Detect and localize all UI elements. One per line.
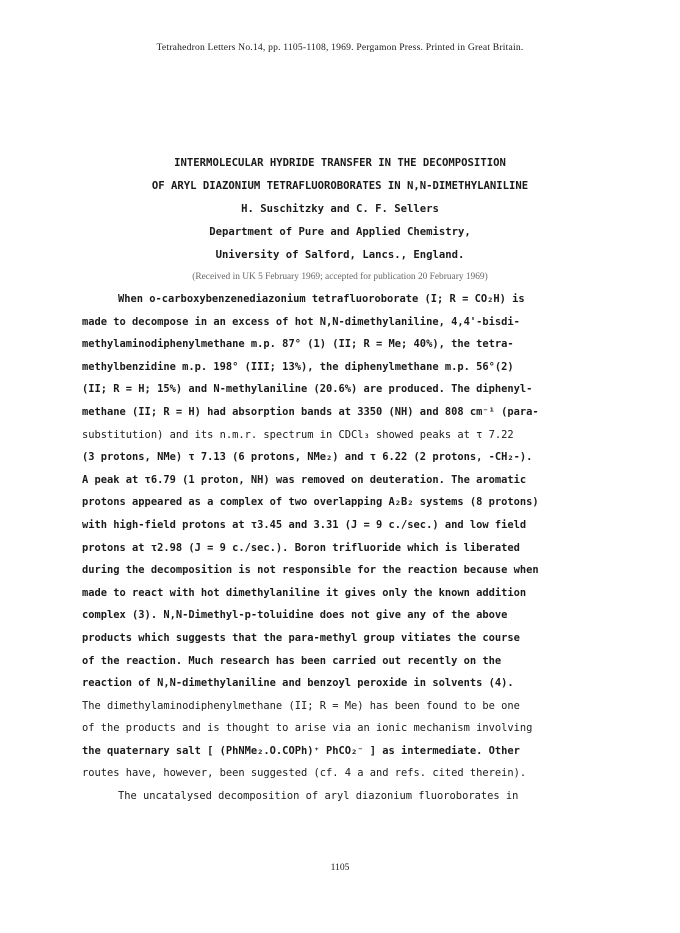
affiliation-department: Department of Pure and Applied Chemistry, (209, 226, 471, 238)
body-line: protons appeared as a complex of two overlapping A₂B₂ systems (8 protons) (82, 496, 539, 509)
article-title-line-2: OF ARYL DIAZONIUM TETRAFLUOROBORATES IN N,N-DIMETHYLANILINE (151, 180, 529, 192)
body-line: made to react with hot dimethylaniline it gives only the known addition (82, 586, 527, 599)
body-line: with high-field protons at τ3.45 and 3.31 (J = 9 c./sec.) and low field (82, 518, 527, 531)
body-line: of the reaction. Much research has been carried out recently on the (82, 654, 502, 667)
affiliation-university: University of Salford, Lancs., England. (215, 249, 465, 261)
body-line: products which suggests that the para-methyl group vitiates the course (82, 631, 520, 644)
body-line: routes have, however, been suggested (cf. 4 a and refs. cited therein). (82, 767, 527, 780)
body-line: The uncatalysed decomposition of aryl diazonium fluoroborates in (118, 790, 519, 803)
body-line: made to decompose in an excess of hot N,N-dimethylaniline, 4,4'-bisdi- (82, 315, 520, 328)
body-line: reaction of N,N-dimethylaniline and benzoyl peroxide in solvents (4). (82, 677, 514, 690)
article-title-line-1: INTERMOLECULAR HYDRIDE TRANSFER IN THE DECOMPOSITION (174, 157, 506, 169)
received-dates: (Received in UK 5 February 1969; accepted for publication 20 February 1969) (192, 272, 488, 282)
body-line: of the products and is thought to arise via an ionic mechanism involving (82, 722, 533, 735)
body-line: The dimethylaminodiphenylmethane (II; R = Me) has been found to be one (82, 699, 520, 712)
article-body (82, 288, 602, 808)
body-line: substitution) and its n.m.r. spectrum in CDCl₃ showed peaks at τ 7.22 (82, 428, 514, 441)
body-line: protons at τ2.98 (J = 9 c./sec.). Boron trifluoride which is liberated (82, 541, 520, 554)
body-line: When o-carboxybenzenediazonium tetrafluoroborate (I; R = CO₂H) is (118, 293, 525, 305)
body-line: during the decomposition is not responsible for the reaction because when (82, 564, 539, 577)
body-line: methylaminodiphenylmethane m.p. 87° (1) (II; R = Me; 40%), the tetra- (82, 338, 514, 351)
body-line: complex (3). N,N-Dimethyl-p-toluidine does not give any of the above (82, 609, 508, 622)
authors: H. Suschitzky and C. F. Sellers (241, 203, 439, 215)
body-line: A peak at τ6.79 (1 proton, NH) was removed on deuteration. The aromatic (82, 473, 527, 486)
body-line: (II; R = H; 15%) and N-methylaniline (20.6%) are produced. The diphenyl- (82, 383, 533, 396)
body-line: methane (II; R = H) had absorption bands at 3350 (NH) and 808 cm⁻¹ (para- (82, 405, 539, 418)
page-number: 1105 (330, 862, 350, 873)
body-line: (3 protons, NMe) τ 7.13 (6 protons, NMe₂) and τ 6.22 (2 protons, -CH₂-). (82, 451, 533, 464)
body-line: methylbenzidine m.p. 198° (III; 13%), the diphenylmethane m.p. 56°(2) (82, 360, 514, 373)
journal-citation-header: Tetrahedron Letters No.14, pp. 1105-1108, 1969. Pergamon Press. Printed in Great Britain. (156, 42, 524, 53)
body-line: the quaternary salt [ (PhNMe₂.O.COPh)⁺ PhCO₂⁻ ] as intermediate. Other (82, 744, 520, 757)
